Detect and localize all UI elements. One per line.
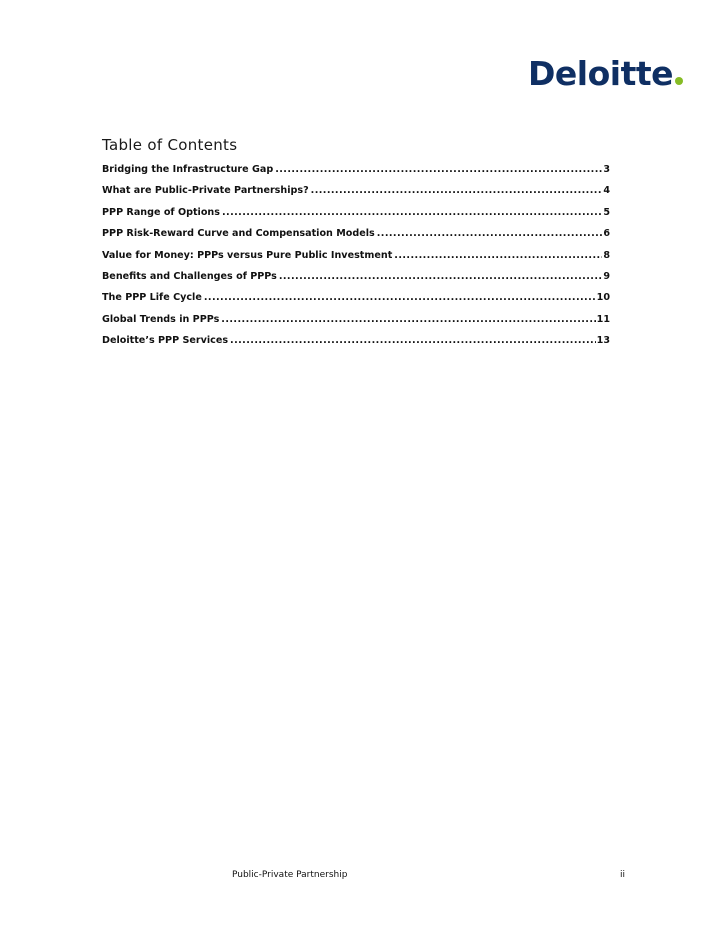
- toc-leader-dots: [221, 314, 595, 325]
- logo-dot-icon: [675, 77, 683, 85]
- toc-leader-dots: [377, 228, 603, 239]
- toc-entry-label: Benefits and Challenges of PPPs: [102, 270, 277, 282]
- deloitte-logo: [528, 54, 683, 94]
- toc-leader-dots: [222, 207, 602, 218]
- toc-entry-page: 13: [596, 335, 610, 347]
- toc-entry-bridging-infrastructure-gap[interactable]: [102, 164, 610, 185]
- toc-entry-benefits-and-challenges[interactable]: [102, 271, 610, 292]
- toc-entry-label: What are Public-Private Partnerships?: [102, 185, 309, 197]
- toc-entry-page: 3: [603, 164, 610, 175]
- footer-page-number: ii: [620, 870, 626, 880]
- toc-leader-dots: [230, 335, 596, 346]
- toc-entry-page: 4: [603, 185, 610, 197]
- logo-text: Deloitte: [528, 54, 673, 93]
- toc-list: [102, 164, 610, 357]
- toc-entry-label: The PPP Life Cycle: [102, 292, 202, 304]
- toc-entry-deloitte-ppp-services[interactable]: [102, 335, 610, 356]
- toc-leader-dots: [279, 271, 602, 282]
- toc-entry-label: Deloitte’s PPP Services: [102, 335, 229, 347]
- toc-entry-page: 8: [603, 249, 610, 261]
- toc-entry-page: 11: [596, 313, 610, 325]
- toc-entry-page: 9: [603, 270, 610, 282]
- toc-entry-ppp-life-cycle[interactable]: [102, 292, 610, 313]
- toc-entry-label: PPP Risk-Reward Curve and Compensation Models: [102, 228, 375, 240]
- toc-entry-label: PPP Range of Options: [102, 206, 220, 218]
- toc-entry-risk-reward-curve[interactable]: [102, 228, 610, 249]
- toc-entry-value-for-money[interactable]: [102, 250, 610, 271]
- toc-leader-dots: [311, 185, 603, 196]
- toc-entry-global-trends[interactable]: [102, 314, 610, 335]
- toc-leader-dots: [394, 250, 602, 261]
- toc-entry-label: Bridging the Infrastructure Gap: [102, 164, 274, 175]
- toc-entry-page: 10: [596, 292, 610, 304]
- toc-leader-dots: [204, 292, 596, 303]
- toc-leader-dots: [275, 164, 602, 175]
- toc-entry-page: 6: [603, 228, 610, 240]
- toc-entry-label: Value for Money: PPPs versus Pure Public Investment: [102, 249, 393, 261]
- toc-entry-ppp-range-of-options[interactable]: [102, 207, 610, 228]
- toc-entry-page: 5: [603, 206, 610, 218]
- footer-document-title: Public-Private Partnership: [232, 870, 348, 880]
- toc-heading: Table of Contents: [102, 136, 238, 154]
- toc-entry-what-are-ppps[interactable]: [102, 185, 610, 206]
- toc-entry-label: Global Trends in PPPs: [102, 313, 220, 325]
